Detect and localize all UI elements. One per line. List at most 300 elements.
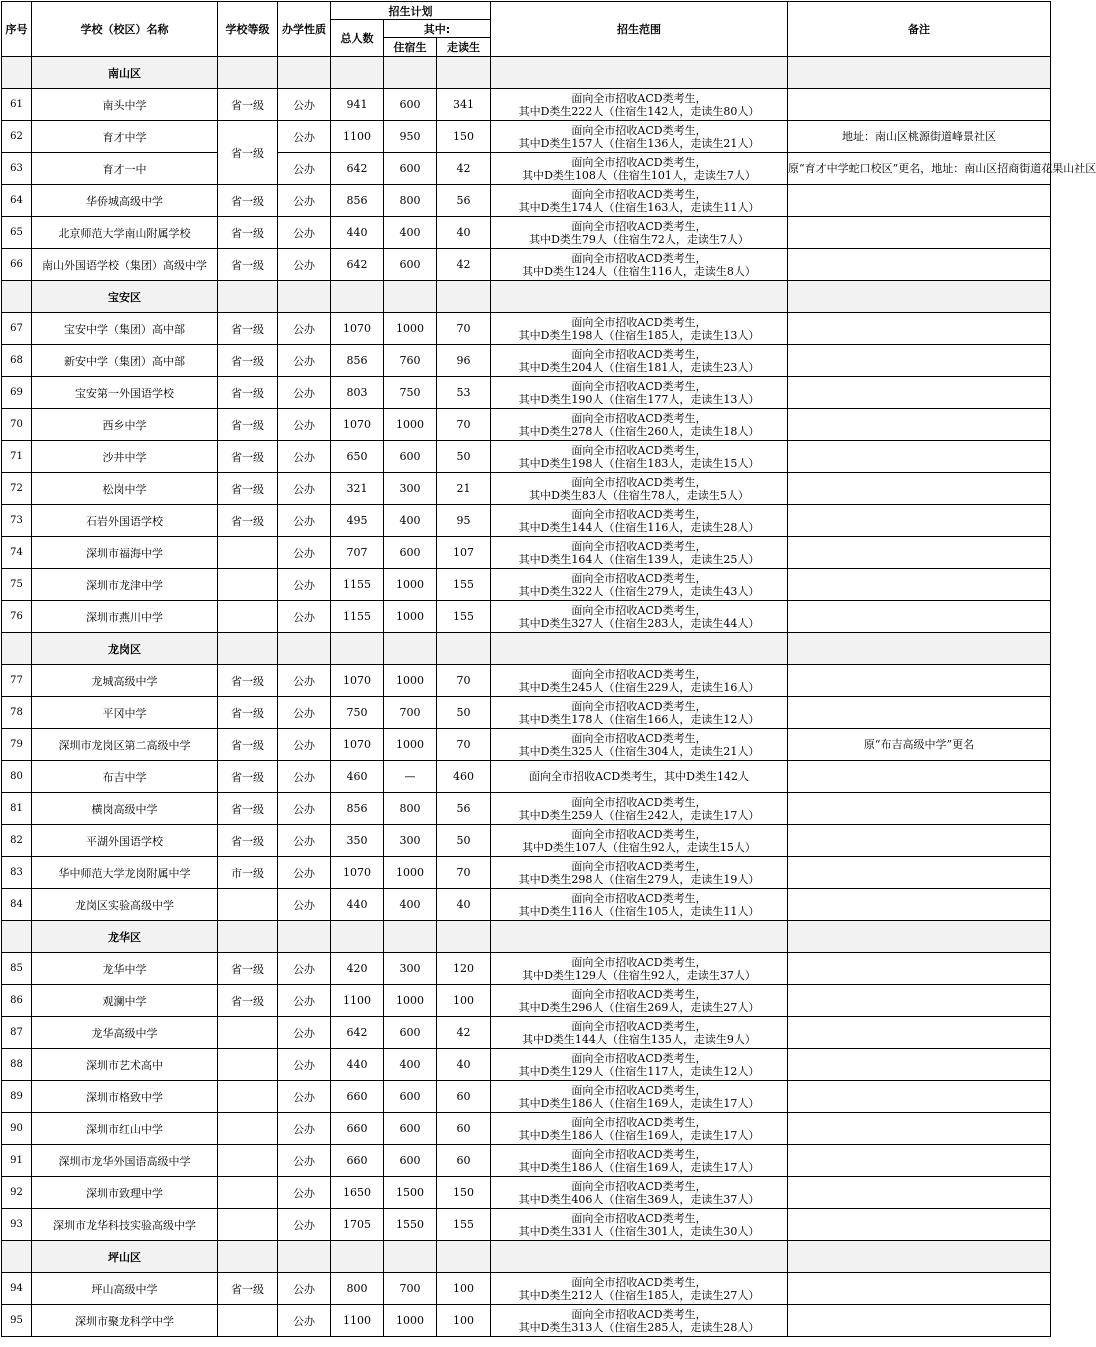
school-nature-cell: 公办 (278, 1177, 331, 1209)
enrollment-table (1, 1, 1096, 1337)
day-cell: 120 (437, 953, 491, 985)
district-empty-cell (384, 633, 437, 665)
enrollment-scope-cell (491, 793, 788, 825)
table-body (2, 57, 1096, 1337)
scope-line-1: 面向全市招收ACD类考生， (571, 251, 707, 265)
enrollment-scope-cell (491, 1081, 788, 1113)
scope-line-2: 其中D类生325人（住宿生304人，走读生21人） (518, 744, 760, 758)
district-empty-cell (218, 921, 278, 953)
total-cell: 321 (331, 473, 384, 505)
school-name-cell: 龙华中学 (32, 953, 218, 985)
seq-cell: 81 (2, 793, 32, 825)
district-name: 龙华区 (32, 921, 218, 953)
remark-cell (788, 377, 1051, 409)
table-row (2, 601, 1051, 633)
boarding-cell: 750 (384, 377, 437, 409)
table-row (2, 825, 1051, 857)
scope-line-2: 其中D类生222人（住宿生142人，走读生80人） (518, 104, 760, 118)
remark-cell (788, 857, 1051, 889)
table-row (2, 153, 1051, 185)
day-cell: 70 (437, 665, 491, 697)
header-seq: 序号 (2, 2, 32, 57)
district-row (2, 921, 1051, 953)
school-nature-cell: 公办 (278, 1081, 331, 1113)
scope-line-2: 其中D类生108人（住宿生101人，走读生7人） (522, 168, 756, 182)
scope-line-1: 面向全市招收ACD类考生， (571, 891, 707, 905)
scope-line-1: 面向全市招收ACD类考生， (571, 731, 707, 745)
scope-line-1: 面向全市招收ACD类考生， (571, 155, 707, 169)
scope-line-1: 面向全市招收ACD类考生， (571, 795, 707, 809)
school-level-cell: 省一级 (218, 697, 278, 729)
table-row (2, 377, 1051, 409)
district-empty-cell (331, 281, 384, 313)
district-empty-cell (788, 921, 1051, 953)
scope-line-1: 面向全市招收ACD类考生， (571, 699, 707, 713)
day-cell: 155 (437, 1209, 491, 1241)
remark-cell (788, 793, 1051, 825)
header-of-which: 其中: (384, 20, 491, 38)
total-cell: 1070 (331, 857, 384, 889)
enrollment-scope-cell (491, 729, 788, 761)
boarding-cell: 600 (384, 441, 437, 473)
table-row (2, 953, 1051, 985)
day-cell: 42 (437, 249, 491, 281)
scope-line-1: 面向全市招收ACD类考生， (571, 539, 707, 553)
header-school-level: 学校等级 (218, 2, 278, 57)
boarding-cell: 950 (384, 121, 437, 153)
day-cell: 70 (437, 857, 491, 889)
day-cell: 70 (437, 313, 491, 345)
scope-line-2: 其中D类生296人（住宿生269人，走读生27人） (518, 1000, 760, 1014)
district-empty-cell (278, 1241, 331, 1273)
remark-cell (788, 1177, 1051, 1209)
total-cell: 941 (331, 89, 384, 121)
scope-line-1: 面向全市招收ACD类考生， (571, 411, 707, 425)
school-name-cell: 深圳市红山中学 (32, 1113, 218, 1145)
district-empty-cell (384, 921, 437, 953)
remark-cell (788, 249, 1051, 281)
total-cell: 800 (331, 1273, 384, 1305)
boarding-cell: 600 (384, 153, 437, 185)
total-cell: 1155 (331, 601, 384, 633)
table-row (2, 1113, 1051, 1145)
district-empty-cell (788, 281, 1051, 313)
school-nature-cell: 公办 (278, 1049, 331, 1081)
remark-cell (788, 185, 1051, 217)
scope-line-2: 其中D类生327人（住宿生283人，走读生44人） (518, 616, 760, 630)
school-level-cell (218, 1305, 278, 1337)
remark-cell (788, 1017, 1051, 1049)
school-level-cell: 省一级 (218, 441, 278, 473)
school-nature-cell: 公办 (278, 793, 331, 825)
school-name-cell: 龙城高级中学 (32, 665, 218, 697)
district-empty-cell (278, 281, 331, 313)
district-name: 宝安区 (32, 281, 218, 313)
boarding-cell: 1000 (384, 601, 437, 633)
school-name-cell: 横岗高级中学 (32, 793, 218, 825)
boarding-cell: 1000 (384, 665, 437, 697)
scope-line-1: 面向全市招收ACD类考生， (571, 1115, 707, 1129)
school-level-cell (218, 569, 278, 601)
scope-line-2: 其中D类生198人（住宿生185人，走读生13人） (518, 328, 760, 342)
enrollment-scope-cell (491, 569, 788, 601)
scope-line-1: 面向全市招收ACD类考生， (571, 123, 707, 137)
total-cell: 642 (331, 249, 384, 281)
boarding-cell: 400 (384, 505, 437, 537)
remark-cell (788, 665, 1051, 697)
scope-line-2: 其中D类生212人（住宿生185人，走读生27人） (518, 1288, 760, 1302)
day-cell: 70 (437, 729, 491, 761)
scope-line-2: 其中D类生245人（住宿生229人，走读生16人） (518, 680, 760, 694)
school-level-cell: 省一级 (218, 313, 278, 345)
district-empty-cell (384, 57, 437, 89)
table-row (2, 345, 1051, 377)
day-cell: 60 (437, 1113, 491, 1145)
seq-cell: 90 (2, 1113, 32, 1145)
header-boarding: 住宿生 (384, 38, 437, 57)
school-name-cell: 育才一中 (32, 153, 218, 185)
seq-cell: 69 (2, 377, 32, 409)
header-day: 走读生 (437, 38, 491, 57)
school-nature-cell: 公办 (278, 761, 331, 793)
total-cell: 856 (331, 793, 384, 825)
school-level-cell: 省一级 (218, 185, 278, 217)
school-name-cell: 布吉中学 (32, 761, 218, 793)
day-cell: 21 (437, 473, 491, 505)
scope-line-2: 其中D类生322人（住宿生279人，走读生43人） (518, 584, 760, 598)
district-empty-cell (218, 633, 278, 665)
school-nature-cell: 公办 (278, 1305, 331, 1337)
total-cell: 650 (331, 441, 384, 473)
school-level-cell: 省一级 (218, 825, 278, 857)
remark-cell (788, 1305, 1051, 1337)
day-cell: 42 (437, 153, 491, 185)
total-cell: 440 (331, 1049, 384, 1081)
table-row (2, 185, 1051, 217)
seq-cell: 71 (2, 441, 32, 473)
seq-cell: 87 (2, 1017, 32, 1049)
boarding-cell: 800 (384, 793, 437, 825)
enrollment-scope-cell (491, 889, 788, 921)
boarding-cell: 1000 (384, 729, 437, 761)
boarding-cell: 1000 (384, 985, 437, 1017)
remark-cell (788, 761, 1051, 793)
district-empty-cell (491, 921, 788, 953)
enrollment-scope-cell (491, 1145, 788, 1177)
enrollment-scope-cell (491, 185, 788, 217)
district-empty-cell (437, 1241, 491, 1273)
seq-cell: 65 (2, 217, 32, 249)
total-cell: 660 (331, 1113, 384, 1145)
boarding-cell: 400 (384, 1049, 437, 1081)
boarding-cell: 400 (384, 217, 437, 249)
school-level-cell: 省一级 (218, 793, 278, 825)
school-name-cell: 深圳市福海中学 (32, 537, 218, 569)
scope-line-2: 其中D类生259人（住宿生242人，走读生17人） (518, 808, 760, 822)
table-row (2, 1177, 1051, 1209)
district-empty-cell (278, 57, 331, 89)
school-nature-cell: 公办 (278, 1273, 331, 1305)
enrollment-scope-cell (491, 473, 788, 505)
scope-line-1: 面向全市招收ACD类考生， (571, 827, 707, 841)
total-cell: 420 (331, 953, 384, 985)
school-nature-cell: 公办 (278, 1209, 331, 1241)
enrollment-scope-cell (491, 857, 788, 889)
enrollment-scope-cell (491, 1177, 788, 1209)
school-nature-cell: 公办 (278, 697, 331, 729)
district-empty-cell (788, 1241, 1051, 1273)
enrollment-scope-cell (491, 377, 788, 409)
enrollment-scope-cell (491, 1209, 788, 1241)
total-cell: 660 (331, 1081, 384, 1113)
district-name: 坪山区 (32, 1241, 218, 1273)
day-cell: 96 (437, 345, 491, 377)
seq-cell: 77 (2, 665, 32, 697)
header-enrollment-scope: 招生范围 (491, 2, 788, 57)
scope-line-1: 面向全市招收ACD类考生， (571, 219, 707, 233)
school-name-cell: 平湖外国语学校 (32, 825, 218, 857)
district-empty-cell (331, 921, 384, 953)
school-name-cell: 平冈中学 (32, 697, 218, 729)
remark-cell (788, 601, 1051, 633)
district-empty-cell (788, 633, 1051, 665)
school-level-cell (218, 1081, 278, 1113)
scope-line-2: 其中D类生164人（住宿生139人，走读生25人） (518, 552, 760, 566)
remark-cell (788, 409, 1051, 441)
total-cell: 440 (331, 889, 384, 921)
school-level-cell (218, 1177, 278, 1209)
total-cell: 856 (331, 345, 384, 377)
enrollment-scope-cell (491, 249, 788, 281)
header-school-nature: 办学性质 (278, 2, 331, 57)
school-name-cell: 育才中学 (32, 121, 218, 153)
total-cell: 856 (331, 185, 384, 217)
district-row (2, 57, 1051, 89)
table-row (2, 1305, 1051, 1337)
table-row (2, 313, 1051, 345)
day-cell: 60 (437, 1145, 491, 1177)
remark-cell (788, 985, 1051, 1017)
seq-cell: 72 (2, 473, 32, 505)
district-seq-cell (2, 921, 32, 953)
table-row (2, 985, 1051, 1017)
scope-line-2: 其中D类生186人（住宿生169人，走读生17人） (518, 1160, 760, 1174)
seq-cell: 70 (2, 409, 32, 441)
school-level-cell: 省一级 (218, 761, 278, 793)
seq-cell: 86 (2, 985, 32, 1017)
scope-line-2: 其中D类生178人（住宿生166人，走读生12人） (518, 712, 760, 726)
district-empty-cell (788, 57, 1051, 89)
scope-line-1: 面向全市招收ACD类考生， (571, 1211, 707, 1225)
day-cell: 40 (437, 889, 491, 921)
school-name-cell: 南头中学 (32, 89, 218, 121)
school-nature-cell: 公办 (278, 121, 331, 153)
total-cell: 440 (331, 217, 384, 249)
seq-cell: 67 (2, 313, 32, 345)
school-nature-cell: 公办 (278, 889, 331, 921)
remark-cell (788, 1113, 1051, 1145)
header-school-name: 学校（校区）名称 (32, 2, 218, 57)
remark-cell (788, 1273, 1051, 1305)
district-empty-cell (384, 281, 437, 313)
remark-cell (788, 505, 1051, 537)
total-cell: 642 (331, 1017, 384, 1049)
scope-line-1: 面向全市招收ACD类考生， (571, 187, 707, 201)
remark-cell: 原“育才中学蛇口校区”更名，地址：南山区招商街道花果山社区 (788, 153, 1051, 185)
school-nature-cell: 公办 (278, 665, 331, 697)
total-cell: 1650 (331, 1177, 384, 1209)
school-nature-cell: 公办 (278, 89, 331, 121)
enrollment-scope-cell (491, 441, 788, 473)
school-nature-cell: 公办 (278, 409, 331, 441)
seq-cell: 61 (2, 89, 32, 121)
remark-cell: 地址：南山区桃源街道峰景社区 (788, 121, 1051, 153)
district-empty-cell (437, 57, 491, 89)
table-row (2, 1273, 1051, 1305)
total-cell: 1100 (331, 1305, 384, 1337)
school-level-cell (218, 537, 278, 569)
school-level-cell (218, 889, 278, 921)
school-nature-cell: 公办 (278, 825, 331, 857)
scope-line-2: 其中D类生129人（住宿生92人，走读生37人） (522, 968, 756, 982)
scope-line-2: 其中D类生79人（住宿生72人，走读生7人） (529, 232, 749, 246)
total-cell: 660 (331, 1145, 384, 1177)
day-cell: 70 (437, 409, 491, 441)
school-name-cell: 石岩外国语学校 (32, 505, 218, 537)
scope-line-1: 面向全市招收ACD类考生， (571, 859, 707, 873)
school-level-cell (218, 1017, 278, 1049)
school-level-cell (218, 1145, 278, 1177)
scope-line-1: 面向全市招收ACD类考生， (571, 1083, 707, 1097)
school-nature-cell: 公办 (278, 1145, 331, 1177)
seq-cell: 63 (2, 153, 32, 185)
district-empty-cell (278, 633, 331, 665)
table-row (2, 1145, 1051, 1177)
scope-line-1: 面向全市招收ACD类考生， (571, 475, 707, 489)
total-cell: 1070 (331, 665, 384, 697)
school-nature-cell: 公办 (278, 1017, 331, 1049)
total-cell: 1070 (331, 729, 384, 761)
boarding-cell: 600 (384, 89, 437, 121)
day-cell: 42 (437, 1017, 491, 1049)
scope-line-2: 其中D类生83人（住宿生78人，走读生5人） (529, 488, 749, 502)
school-name-cell: 新安中学（集团）高中部 (32, 345, 218, 377)
seq-cell: 92 (2, 1177, 32, 1209)
seq-cell: 89 (2, 1081, 32, 1113)
scope-line-2: 其中D类生204人（住宿生181人，走读生23人） (518, 360, 760, 374)
school-nature-cell: 公办 (278, 345, 331, 377)
school-name-cell: 龙华高级中学 (32, 1017, 218, 1049)
enrollment-scope-cell (491, 505, 788, 537)
total-cell: 350 (331, 825, 384, 857)
boarding-cell: 1000 (384, 857, 437, 889)
district-row (2, 281, 1051, 313)
day-cell: 56 (437, 793, 491, 825)
scope-line-1: 面向全市招收ACD类考生， (571, 1019, 707, 1033)
scope-line-1: 面向全市招收ACD类考生， (571, 347, 707, 361)
school-level-cell (218, 1209, 278, 1241)
seq-cell: 64 (2, 185, 32, 217)
seq-cell: 78 (2, 697, 32, 729)
day-cell: 107 (437, 537, 491, 569)
scope-line-1: 面向全市招收ACD类考生， (571, 315, 707, 329)
table-row (2, 505, 1051, 537)
boarding-cell: 1000 (384, 409, 437, 441)
seq-cell: 84 (2, 889, 32, 921)
scope-line-2: 其中D类生157人（住宿生136人，走读生21人） (518, 136, 760, 150)
school-name-cell: 深圳市龙华外国语高级中学 (32, 1145, 218, 1177)
total-cell: 1705 (331, 1209, 384, 1241)
remark-cell (788, 1081, 1051, 1113)
table-row (2, 89, 1051, 121)
remark-cell (788, 217, 1051, 249)
scope-line-1: 面向全市招收ACD类考生， (571, 987, 707, 1001)
school-nature-cell: 公办 (278, 473, 331, 505)
header-total: 总人数 (331, 20, 384, 57)
day-cell: 341 (437, 89, 491, 121)
school-name-cell: 深圳市致理中学 (32, 1177, 218, 1209)
boarding-cell: 1550 (384, 1209, 437, 1241)
boarding-cell: 400 (384, 889, 437, 921)
school-name-cell: 深圳市龙津中学 (32, 569, 218, 601)
remark-cell (788, 953, 1051, 985)
scope-line-1: 面向全市招收ACD类考生， (571, 1051, 707, 1065)
scope-line-2: 其中D类生107人（住宿生92人，走读生15人） (522, 840, 756, 854)
school-level-cell: 省一级 (218, 89, 278, 121)
remark-cell (788, 473, 1051, 505)
school-name-cell: 西乡中学 (32, 409, 218, 441)
district-seq-cell (2, 281, 32, 313)
scope-line-2: 其中D类生144人（住宿生135人，走读生9人） (522, 1032, 756, 1046)
school-name-cell: 深圳市聚龙科学中学 (32, 1305, 218, 1337)
seq-cell: 94 (2, 1273, 32, 1305)
table-row (2, 249, 1051, 281)
table-row (2, 857, 1051, 889)
seq-cell: 93 (2, 1209, 32, 1241)
school-level-cell: 省一级 (218, 345, 278, 377)
day-cell: 50 (437, 697, 491, 729)
school-level-cell: 省一级 (218, 121, 278, 185)
school-nature-cell: 公办 (278, 505, 331, 537)
scope-line-2: 其中D类生124人（住宿生116人，走读生8人） (522, 264, 756, 278)
district-empty-cell (437, 633, 491, 665)
district-seq-cell (2, 57, 32, 89)
total-cell: 750 (331, 697, 384, 729)
school-nature-cell: 公办 (278, 153, 331, 185)
school-name-cell: 坪山高级中学 (32, 1273, 218, 1305)
scope-line-1: 面向全市招收ACD类考生， (571, 603, 707, 617)
school-level-cell: 省一级 (218, 505, 278, 537)
scope-line-2: 其中D类生406人（住宿生369人，走读生37人） (518, 1192, 760, 1206)
seq-cell: 88 (2, 1049, 32, 1081)
seq-cell: 62 (2, 121, 32, 153)
enrollment-scope-cell (491, 601, 788, 633)
school-name-cell: 深圳市龙岗区第二高级中学 (32, 729, 218, 761)
enrollment-scope-cell (491, 1273, 788, 1305)
school-name-cell: 松岗中学 (32, 473, 218, 505)
district-name: 南山区 (32, 57, 218, 89)
boarding-cell: 1000 (384, 313, 437, 345)
boarding-cell: 600 (384, 537, 437, 569)
remark-cell (788, 1145, 1051, 1177)
school-nature-cell: 公办 (278, 313, 331, 345)
table-row (2, 121, 1051, 153)
scope-line-2: 其中D类生298人（住宿生279人，走读生19人） (518, 872, 760, 886)
day-cell: 460 (437, 761, 491, 793)
boarding-cell: 300 (384, 953, 437, 985)
enrollment-scope-cell (491, 153, 788, 185)
scope-line-2: 其中D类生313人（住宿生285人，走读生28人） (518, 1320, 760, 1334)
